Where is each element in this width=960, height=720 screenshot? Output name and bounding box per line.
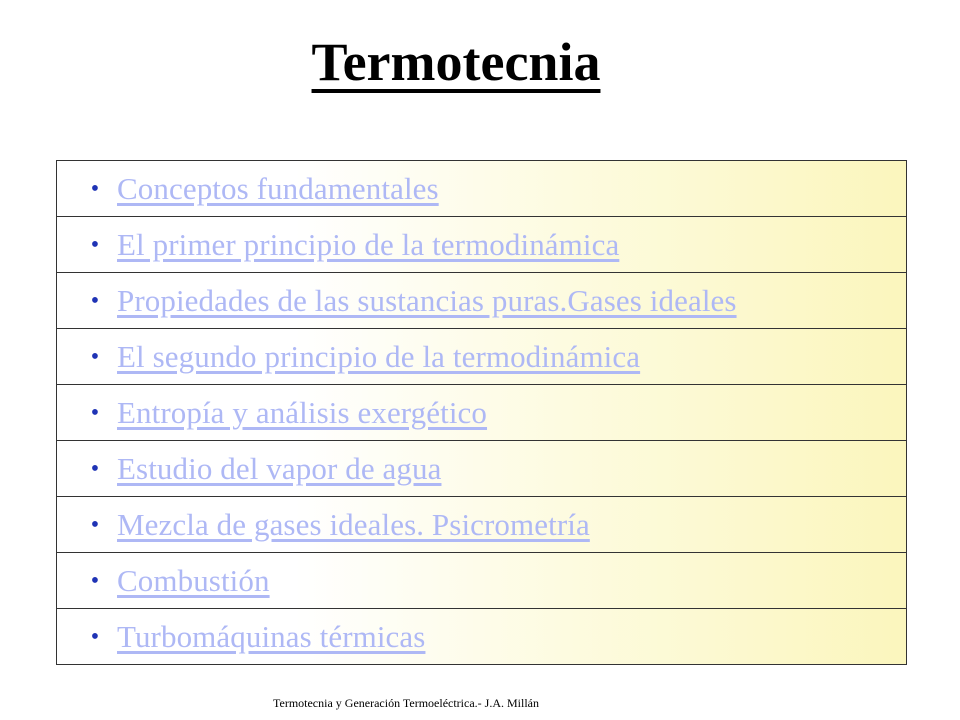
menu-item-primer-principio: [57, 217, 906, 273]
slide-footer: Termotecnia y Generación Termoeléctrica.- J.A. Millán: [273, 696, 539, 710]
menu-item-vapor: [57, 441, 906, 497]
bullet-icon: •: [90, 343, 100, 370]
link-segundo-principio[interactable]: El segundo principio de la termodinámica: [117, 338, 641, 374]
slide-title: [0, 22, 912, 102]
bullet-icon: •: [90, 175, 100, 202]
slide-title-text: Termotecnia: [311, 32, 601, 92]
menu-item-conceptos: [57, 161, 906, 217]
bullet-icon: •: [90, 399, 100, 426]
link-entropia[interactable]: Entropía y análisis exergético: [117, 394, 488, 430]
bullet-icon: •: [90, 511, 100, 538]
bullet-icon: •: [90, 287, 100, 314]
menu-item-propiedades: [57, 273, 906, 329]
bullet-icon: •: [90, 567, 100, 594]
menu-item-entropia: [57, 385, 906, 441]
link-conceptos-fundamentales[interactable]: Conceptos fundamentales: [117, 170, 439, 206]
topic-menu: [56, 160, 907, 665]
menu-item-mezcla: [57, 497, 906, 553]
link-combustion[interactable]: Combustión: [117, 562, 270, 598]
bullet-icon: •: [90, 455, 100, 482]
menu-item-turbomaquinas: [57, 609, 906, 665]
link-propiedades-sustancias[interactable]: Propiedades de las sustancias puras.Gases ideales: [117, 282, 737, 318]
link-mezcla-gases[interactable]: Mezcla de gases ideales. Psicrometría: [117, 506, 590, 542]
link-primer-principio[interactable]: El primer principio de la termodinámica: [117, 226, 620, 262]
link-vapor-de-agua[interactable]: Estudio del vapor de agua: [117, 450, 442, 486]
menu-item-segundo-principio: [57, 329, 906, 385]
menu-item-combustion: [57, 553, 906, 609]
link-turbomaquinas[interactable]: Turbomáquinas térmicas: [117, 618, 426, 654]
bullet-icon: •: [90, 231, 100, 258]
bullet-icon: •: [90, 623, 100, 650]
